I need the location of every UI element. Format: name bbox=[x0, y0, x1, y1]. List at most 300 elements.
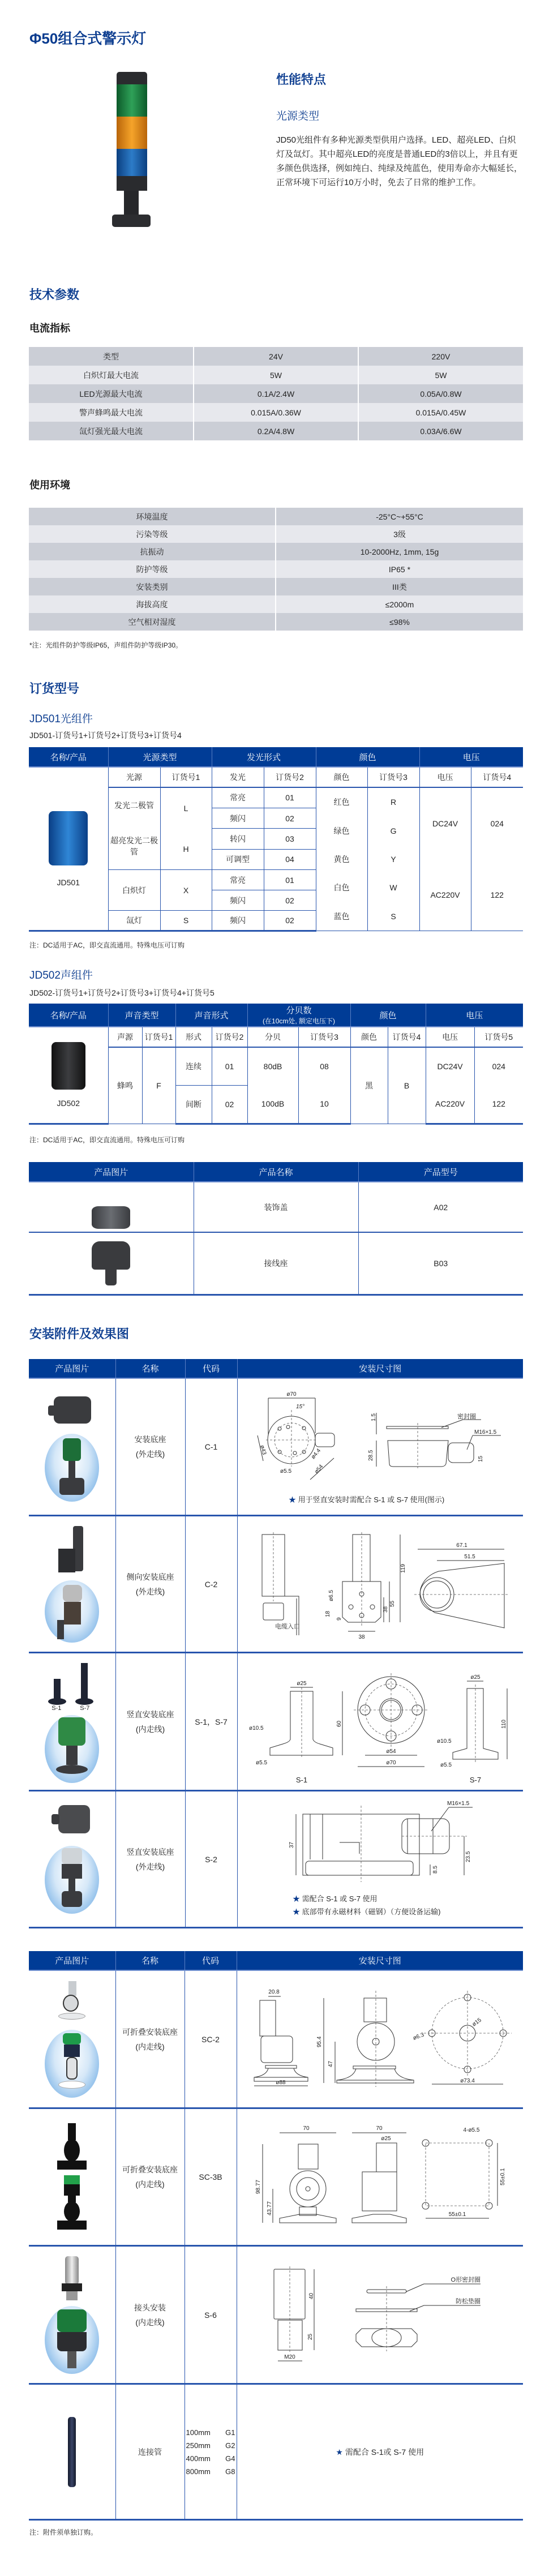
subheader-cell: 电压 bbox=[426, 1027, 474, 1047]
signal-tower-photo bbox=[112, 72, 152, 228]
tube-code: G2 bbox=[225, 2441, 235, 2450]
voltage-cell: AC220V bbox=[426, 1085, 474, 1124]
dim-label: 15 bbox=[477, 1455, 484, 1462]
cell: 污染等级 bbox=[29, 525, 276, 543]
table-row bbox=[29, 403, 523, 422]
color-code: R bbox=[390, 798, 397, 807]
accessory-code: C-2 bbox=[185, 1516, 237, 1653]
dim-label: 密封圈 bbox=[457, 1413, 476, 1420]
photo-cell bbox=[29, 1791, 115, 1928]
table-row bbox=[29, 613, 523, 631]
table-header-row bbox=[29, 747, 523, 767]
source-code: H bbox=[183, 845, 189, 854]
photo-label: S-7 bbox=[80, 1704, 90, 1712]
jd502-order-table bbox=[29, 1004, 523, 1125]
photo-cell bbox=[29, 1182, 194, 1232]
source-code-cell bbox=[160, 787, 212, 870]
dim-label: ø15 bbox=[471, 2017, 483, 2028]
dim-label: ø43 bbox=[258, 1444, 267, 1456]
part-code: B03 bbox=[358, 1232, 523, 1295]
table-header-row bbox=[29, 1359, 523, 1378]
accessory-row-s2 bbox=[29, 1791, 523, 1928]
cell: 警声蜂鸣最大电流 bbox=[29, 403, 194, 422]
dim-label: 43.77 bbox=[266, 2201, 273, 2215]
mode-cell: 转闪 bbox=[212, 829, 264, 849]
color-name: 蓝色 bbox=[333, 911, 350, 921]
header-cell: 产品图片 bbox=[29, 1951, 115, 1970]
ordering-heading: 订货型号 bbox=[29, 681, 80, 696]
dim-label: 55±0.1 bbox=[499, 2168, 506, 2185]
color-name: 黄色 bbox=[333, 854, 350, 864]
dim-label: ø6.5 bbox=[328, 1589, 334, 1601]
table-row bbox=[29, 595, 523, 613]
terminal-base-photo bbox=[92, 1241, 130, 1285]
mode-code-cell: 04 bbox=[264, 849, 316, 869]
tube-code: G8 bbox=[225, 2467, 235, 2476]
jd501-photo bbox=[49, 811, 88, 865]
dim-label: M20 bbox=[284, 2354, 295, 2360]
subheader-cell: 订货号3 bbox=[367, 767, 419, 787]
table-header-row bbox=[29, 1004, 523, 1027]
dim-label: 防松垫圈 bbox=[455, 2298, 481, 2305]
s6-dimension-drawing bbox=[237, 2247, 523, 2381]
subheader-cell: 颜色 bbox=[350, 1027, 388, 1047]
header-cell: 产品图片 bbox=[29, 1359, 115, 1378]
table-row bbox=[29, 508, 523, 525]
dim-label: 55 bbox=[389, 1600, 396, 1607]
accessory-wiring: (内走线) bbox=[135, 1724, 165, 1734]
s2-note-1 bbox=[293, 1895, 378, 1903]
note-text: 需配合 S-1或 S-7 使用 bbox=[345, 2447, 424, 2457]
source-code: X bbox=[160, 870, 212, 911]
header-cell: 产品型号 bbox=[358, 1162, 523, 1182]
subheader-cell: 发光 bbox=[212, 767, 264, 787]
tube-length: 250mm bbox=[186, 2441, 211, 2450]
decibel-code-cell: 08 bbox=[298, 1047, 350, 1085]
header-cell: 名称/产品 bbox=[29, 747, 108, 767]
subheader-cell: 形式 bbox=[175, 1027, 212, 1047]
table-header-row bbox=[29, 347, 523, 366]
dim-label: M16×1.5 bbox=[447, 1801, 469, 1807]
dim-label: 37 bbox=[288, 1841, 295, 1848]
features-paragraph: JD50光组件有多种光源类型供用户选择。LED、超亮LED、白炽灯及氙灯。其中超亮LED的亮度是普通LED的3倍以上，并且有更多颜色供选择，例如纯白、纯绿及纯蓝色，使用寿命亦大幅延长，正常环境下可运行10万小时，免去了日常的维护工作。 bbox=[276, 135, 523, 187]
jd501-note: 注：DC适用于AC，即交直流通用。特殊电压可订购 bbox=[29, 941, 185, 949]
mode-code-cell: 01 bbox=[264, 870, 316, 890]
color-code: Y bbox=[391, 854, 396, 864]
page-title: Φ50组合式警示灯 bbox=[29, 30, 147, 47]
dim-label: 18 bbox=[324, 1610, 331, 1617]
cell: 0.015A/0.45W bbox=[415, 408, 466, 417]
cell: -25°C~+55°C bbox=[376, 512, 423, 521]
header-cell: 产品图片 bbox=[29, 1162, 194, 1182]
table-subheader-row bbox=[29, 1027, 523, 1047]
decibel-cell: 100dB bbox=[247, 1085, 298, 1124]
dim-label: 51.5 bbox=[464, 1554, 475, 1560]
accessory-row-sc3b bbox=[29, 2108, 523, 2246]
jd502-formula: JD502-订货号1+订货号2+订货号3+订货号4+订货号5 bbox=[29, 988, 215, 997]
dim-label: 38 bbox=[358, 1634, 365, 1640]
name-cell bbox=[115, 1791, 185, 1928]
accessories-table-1 bbox=[29, 1359, 523, 1928]
cell: 氙灯强光最大电流 bbox=[29, 422, 194, 440]
header-cell: 安装尺寸图 bbox=[237, 1359, 523, 1378]
accessory-wiring: (外走线) bbox=[135, 1862, 165, 1871]
s6-connector-photo bbox=[61, 2256, 83, 2300]
dim-label: 15° bbox=[295, 1404, 304, 1410]
photo-cell bbox=[29, 2246, 115, 2384]
dim-label: 119 bbox=[400, 1564, 406, 1573]
drawing-cell bbox=[237, 1653, 523, 1791]
accessory-row-s1-s7 bbox=[29, 1653, 523, 1791]
color-code: G bbox=[390, 826, 397, 835]
photo-cell bbox=[29, 1516, 115, 1653]
dim-label: 67.1 bbox=[456, 1542, 467, 1549]
table-row bbox=[29, 1182, 523, 1232]
color-name: 绿色 bbox=[333, 826, 350, 835]
table-subheader-row bbox=[29, 767, 523, 787]
mode-cell: 频闪 bbox=[212, 808, 264, 828]
photo-cell bbox=[29, 1970, 115, 2108]
cell: 0.05A/0.8W bbox=[420, 389, 462, 398]
subheader-cell: 电压 bbox=[419, 767, 471, 787]
c2-dimension-drawing bbox=[238, 1516, 524, 1650]
header-cell: 名称/产品 bbox=[29, 1004, 108, 1027]
tube-length-row bbox=[185, 2452, 237, 2465]
subheader-cell: 订货号4 bbox=[388, 1027, 426, 1047]
photo-cell bbox=[29, 1653, 115, 1791]
header-cell: 24V bbox=[194, 347, 358, 366]
star-icon: ★ bbox=[336, 2447, 343, 2457]
accessories-table-2 bbox=[29, 1951, 523, 2521]
mode-cell: 连续 bbox=[175, 1047, 212, 1085]
header-cell: 电压 bbox=[419, 747, 523, 767]
accessory-name: 可折叠安装底座 bbox=[122, 2165, 178, 2174]
star-icon: ★ bbox=[292, 1895, 302, 1903]
mode-cell: 可调型 bbox=[212, 849, 264, 869]
accessory-name: 可折叠安装底座 bbox=[122, 2027, 178, 2037]
accessory-wiring: (内走线) bbox=[135, 2042, 165, 2051]
s1-s7-dimension-drawing bbox=[238, 1653, 524, 1788]
dim-label: 4-ø5.5 bbox=[463, 2127, 480, 2133]
cell: 0.1A/2.4W bbox=[194, 384, 358, 403]
header-cell-decibel bbox=[247, 1004, 350, 1027]
note-text: 用于竖直安装时需配合 S-1 或 S-7 使用(图示) bbox=[298, 1495, 444, 1504]
voltage: DC24V bbox=[432, 819, 458, 828]
subheader-cell: 订货号5 bbox=[474, 1027, 523, 1047]
color-code-cell bbox=[367, 787, 419, 931]
c1-note bbox=[289, 1495, 444, 1504]
table-row bbox=[29, 543, 523, 560]
header-cell: 220V bbox=[431, 352, 451, 361]
cell: 安装类别 bbox=[29, 578, 276, 595]
name-cell bbox=[115, 1653, 185, 1791]
sc3b-dimension-drawing bbox=[237, 2109, 523, 2243]
accessory-row-sc2 bbox=[29, 1970, 523, 2108]
cell: 5W bbox=[435, 370, 447, 380]
accessory-code: C-1 bbox=[185, 1378, 237, 1516]
photo-label: S-1 bbox=[52, 1704, 62, 1712]
cell: 抗振动 bbox=[29, 543, 276, 560]
s2-base-installed-photo bbox=[45, 1846, 99, 1914]
voltage-code: 024 bbox=[490, 819, 504, 828]
accessory-code: SC-3B bbox=[185, 2108, 237, 2246]
drawing-cell bbox=[237, 1378, 523, 1516]
sc2-photo bbox=[55, 1981, 89, 2021]
part-code: A02 bbox=[358, 1182, 523, 1232]
jd502-note: 注：DC适用于AC，即交直流通用。特殊电压可订购 bbox=[29, 1136, 185, 1144]
table-row bbox=[29, 1232, 523, 1295]
dim-label: ø10.5 bbox=[248, 1725, 264, 1731]
decibel-code-cell: 10 bbox=[298, 1085, 350, 1124]
dim-label: O形密封圈 bbox=[451, 2277, 481, 2283]
name-cell bbox=[115, 1516, 185, 1653]
header-cell: 代码 bbox=[185, 1951, 237, 1970]
mode-code-cell: 01 bbox=[212, 1047, 247, 1085]
environment-table bbox=[29, 508, 523, 631]
color-name: 红色 bbox=[333, 798, 350, 807]
s2-base-photo bbox=[52, 1805, 92, 1835]
dim-label: ø88 bbox=[276, 2080, 286, 2086]
dim-label: ø5.5 bbox=[255, 1760, 267, 1766]
dim-label: 28.5 bbox=[367, 1450, 374, 1461]
drawing-cell bbox=[237, 1970, 523, 2108]
cell: 海拔高度 bbox=[29, 595, 276, 613]
name-cell bbox=[115, 1970, 185, 2108]
source-code: L bbox=[183, 804, 188, 813]
accessory-row-s6 bbox=[29, 2246, 523, 2384]
dim-label: ø25 bbox=[470, 1674, 481, 1681]
dim-label: ø25 bbox=[296, 1681, 307, 1687]
dim-label: 20.8 bbox=[268, 1989, 280, 1995]
accessory-wiring: (内走线) bbox=[135, 2317, 165, 2327]
tech-params-heading: 技术参数 bbox=[29, 288, 80, 302]
vertical-base-installed-photo bbox=[45, 1715, 99, 1783]
cell: ≤2000m bbox=[385, 599, 414, 609]
tube-length-row bbox=[185, 2426, 237, 2439]
dim-label: ø70 bbox=[286, 1391, 297, 1398]
dim-label: ø25 bbox=[381, 2136, 391, 2142]
drawing-cell bbox=[237, 1516, 523, 1653]
color-cell bbox=[316, 787, 367, 931]
mode-code-cell: 02 bbox=[264, 808, 316, 828]
dim-label: 25 bbox=[307, 2333, 314, 2340]
cell: ≤98% bbox=[389, 617, 410, 627]
side-mount-installed-photo bbox=[45, 1580, 99, 1643]
header-cell: 光源类型 bbox=[108, 747, 212, 767]
cell: LED光源最大电流 bbox=[29, 384, 194, 403]
dim-label: ø4.4 bbox=[310, 1447, 322, 1460]
source-name: 白炽灯 bbox=[108, 870, 160, 911]
dim-label: 38 bbox=[382, 1606, 389, 1613]
dim-label: 电缆入口 bbox=[274, 1623, 300, 1630]
accessory-wiring: (内走线) bbox=[135, 2180, 165, 2189]
table-row bbox=[29, 422, 523, 440]
name-cell bbox=[115, 2108, 185, 2246]
product-cell bbox=[29, 1027, 108, 1124]
accessory-code: S-2 bbox=[185, 1791, 237, 1928]
cell: 0.03A/6.6W bbox=[420, 426, 462, 436]
voltage-cell bbox=[419, 787, 471, 931]
current-table bbox=[29, 347, 523, 440]
sound-source-code: F bbox=[142, 1047, 175, 1124]
name-cell bbox=[115, 1378, 185, 1516]
voltage-code-cell bbox=[471, 787, 523, 931]
star-icon: ★ bbox=[288, 1495, 298, 1504]
mode-cell: 频闪 bbox=[212, 911, 264, 931]
color-cell: 黑 bbox=[350, 1047, 388, 1124]
source-led-cell bbox=[108, 787, 160, 870]
jd502-title: JD502声组件 bbox=[29, 970, 93, 981]
tube-length-row bbox=[185, 2439, 237, 2452]
dim-label: 9 bbox=[336, 1617, 342, 1621]
header-cell: 产品名称 bbox=[194, 1162, 358, 1182]
header-cell: 发光形式 bbox=[212, 747, 316, 767]
cell: 环境温度 bbox=[29, 508, 276, 525]
cell: 白炽灯最大电流 bbox=[29, 366, 194, 384]
vertical-base-photo bbox=[45, 1661, 99, 1711]
header-cell: 声音类型 bbox=[108, 1004, 175, 1027]
accessories-note: 注：附件须单独订购。 bbox=[29, 2528, 98, 2536]
table-row bbox=[29, 560, 523, 578]
mode-cell: 间断 bbox=[175, 1085, 212, 1124]
side-mount-photo bbox=[55, 1526, 89, 1572]
accessories-heading: 安装附件及效果图 bbox=[29, 1327, 130, 1341]
accessory-wiring: (外走线) bbox=[135, 1587, 165, 1596]
source-name: 超亮发光二极管 bbox=[110, 836, 158, 856]
product-cell bbox=[29, 767, 108, 931]
jd502-photo bbox=[52, 1042, 85, 1090]
photo-cell bbox=[29, 1378, 115, 1516]
sc3b-photos bbox=[55, 2123, 89, 2231]
dim-label: ø54 bbox=[313, 1463, 324, 1475]
dim-label: 47 bbox=[327, 2060, 334, 2067]
environment-heading: 使用环境 bbox=[29, 479, 70, 491]
mode-cell: 常亮 bbox=[212, 870, 264, 890]
header-line: 分贝数 bbox=[286, 1006, 312, 1015]
voltage-code-cell: 122 bbox=[474, 1085, 523, 1124]
light-source-heading: 光源类型 bbox=[276, 110, 320, 122]
accessory-code: SC-2 bbox=[185, 1970, 237, 2108]
photo-cell bbox=[29, 1232, 194, 1295]
accessory-wiring: (外走线) bbox=[135, 1450, 165, 1459]
subheader-cell: 订货号1 bbox=[160, 767, 212, 787]
color-code: S bbox=[391, 911, 396, 921]
cell: 5W bbox=[194, 366, 358, 384]
dim-label: ø73.4 bbox=[460, 2078, 475, 2084]
voltage-code: 122 bbox=[490, 890, 504, 899]
tube-length-row bbox=[185, 2465, 237, 2478]
mode-code-cell: 02 bbox=[264, 911, 316, 931]
s6-installed-photo bbox=[45, 2306, 99, 2374]
voltage: AC220V bbox=[430, 890, 460, 899]
features-heading: 性能特点 bbox=[276, 72, 327, 87]
dim-label: 8.5 bbox=[432, 1866, 439, 1874]
accessory-name: 接头安装 bbox=[134, 2303, 166, 2312]
drawing-cell bbox=[237, 2246, 523, 2384]
header-cell: 类型 bbox=[29, 347, 194, 366]
accessory-name: 安装底座 bbox=[134, 1435, 166, 1444]
dim-label: ø5.5 bbox=[440, 1762, 452, 1768]
subheader-cell: 声源 bbox=[108, 1027, 142, 1047]
accessory-code: S-6 bbox=[185, 2246, 237, 2384]
header-cell: 颜色 bbox=[350, 1004, 426, 1027]
dim-label: 110 bbox=[500, 1720, 507, 1729]
dim-label: S-7 bbox=[469, 1776, 481, 1784]
part-name: 接线座 bbox=[194, 1232, 358, 1295]
header-cell: 名称 bbox=[115, 1359, 185, 1378]
subheader-cell: 订货号4 bbox=[471, 767, 523, 787]
cell: 0.015A/0.36W bbox=[194, 403, 358, 422]
connecting-tube-photo bbox=[68, 2417, 76, 2487]
dim-label: 23.5 bbox=[465, 1851, 471, 1862]
drawing-cell bbox=[237, 1791, 523, 1928]
accessory-row-c2 bbox=[29, 1516, 523, 1653]
decibel-cell: 80dB bbox=[247, 1047, 298, 1085]
cell: 3级 bbox=[393, 529, 406, 539]
dim-label: S-1 bbox=[295, 1776, 307, 1784]
star-icon: ★ bbox=[292, 1908, 302, 1916]
current-heading: 电流指标 bbox=[29, 323, 70, 334]
drawing-cell bbox=[237, 2384, 523, 2520]
dim-label: M16×1.5 bbox=[474, 1429, 496, 1435]
sc2-dimension-drawing bbox=[237, 1971, 523, 2106]
header-cell: 电压 bbox=[426, 1004, 523, 1027]
cell: 空气相对湿度 bbox=[29, 613, 276, 631]
cell: 0.2A/4.8W bbox=[194, 422, 358, 440]
header-cell: 声音形式 bbox=[175, 1004, 247, 1027]
source-code: S bbox=[160, 911, 212, 931]
tube-length: 100mm bbox=[186, 2428, 211, 2437]
color-code: W bbox=[389, 883, 397, 893]
header-cell: 颜色 bbox=[316, 747, 419, 767]
subheader-cell: 分贝 bbox=[247, 1027, 298, 1047]
subheader-cell: 订货号2 bbox=[212, 1027, 247, 1047]
voltage-code-cell: 024 bbox=[474, 1047, 523, 1085]
cell: III类 bbox=[392, 582, 407, 592]
accessory-name: 竖直安装底座 bbox=[126, 1709, 174, 1719]
part-name: 装饰盖 bbox=[194, 1182, 358, 1232]
product-name: JD502 bbox=[57, 1099, 80, 1108]
mode-code-cell: 01 bbox=[264, 787, 316, 808]
tube-code: G1 bbox=[225, 2428, 235, 2437]
parts-table bbox=[29, 1162, 523, 1296]
accessory-row-tube bbox=[29, 2384, 523, 2520]
table-row bbox=[29, 525, 523, 543]
tube-length: 400mm bbox=[186, 2454, 211, 2463]
table-row bbox=[29, 578, 523, 595]
photo-cell bbox=[29, 2108, 115, 2246]
tube-code: G4 bbox=[225, 2454, 235, 2463]
jd501-title: JD501光组件 bbox=[29, 713, 93, 725]
dim-label: 70 bbox=[376, 2125, 383, 2132]
s2-note-2 bbox=[293, 1908, 440, 1916]
product-name: JD501 bbox=[57, 877, 80, 887]
name-cell bbox=[115, 2246, 185, 2384]
dim-label: ø5.5 bbox=[280, 1468, 291, 1475]
subheader-cell: 颜色 bbox=[316, 767, 367, 787]
dim-label: 1.5 bbox=[370, 1413, 377, 1421]
table-header-row bbox=[29, 1162, 523, 1182]
s2-dimension-drawing bbox=[238, 1791, 524, 1925]
dim-label: 70 bbox=[303, 2125, 310, 2132]
header-cell: 名称 bbox=[115, 1951, 185, 1970]
accessory-name: 连接管 bbox=[115, 2384, 185, 2520]
mount-base-installed-photo bbox=[45, 1434, 99, 1502]
sc2-installed-photo bbox=[45, 2030, 99, 2098]
sound-source: 蜂鸣 bbox=[108, 1047, 142, 1124]
mode-cell: 常亮 bbox=[212, 787, 264, 808]
table-row bbox=[29, 366, 523, 384]
